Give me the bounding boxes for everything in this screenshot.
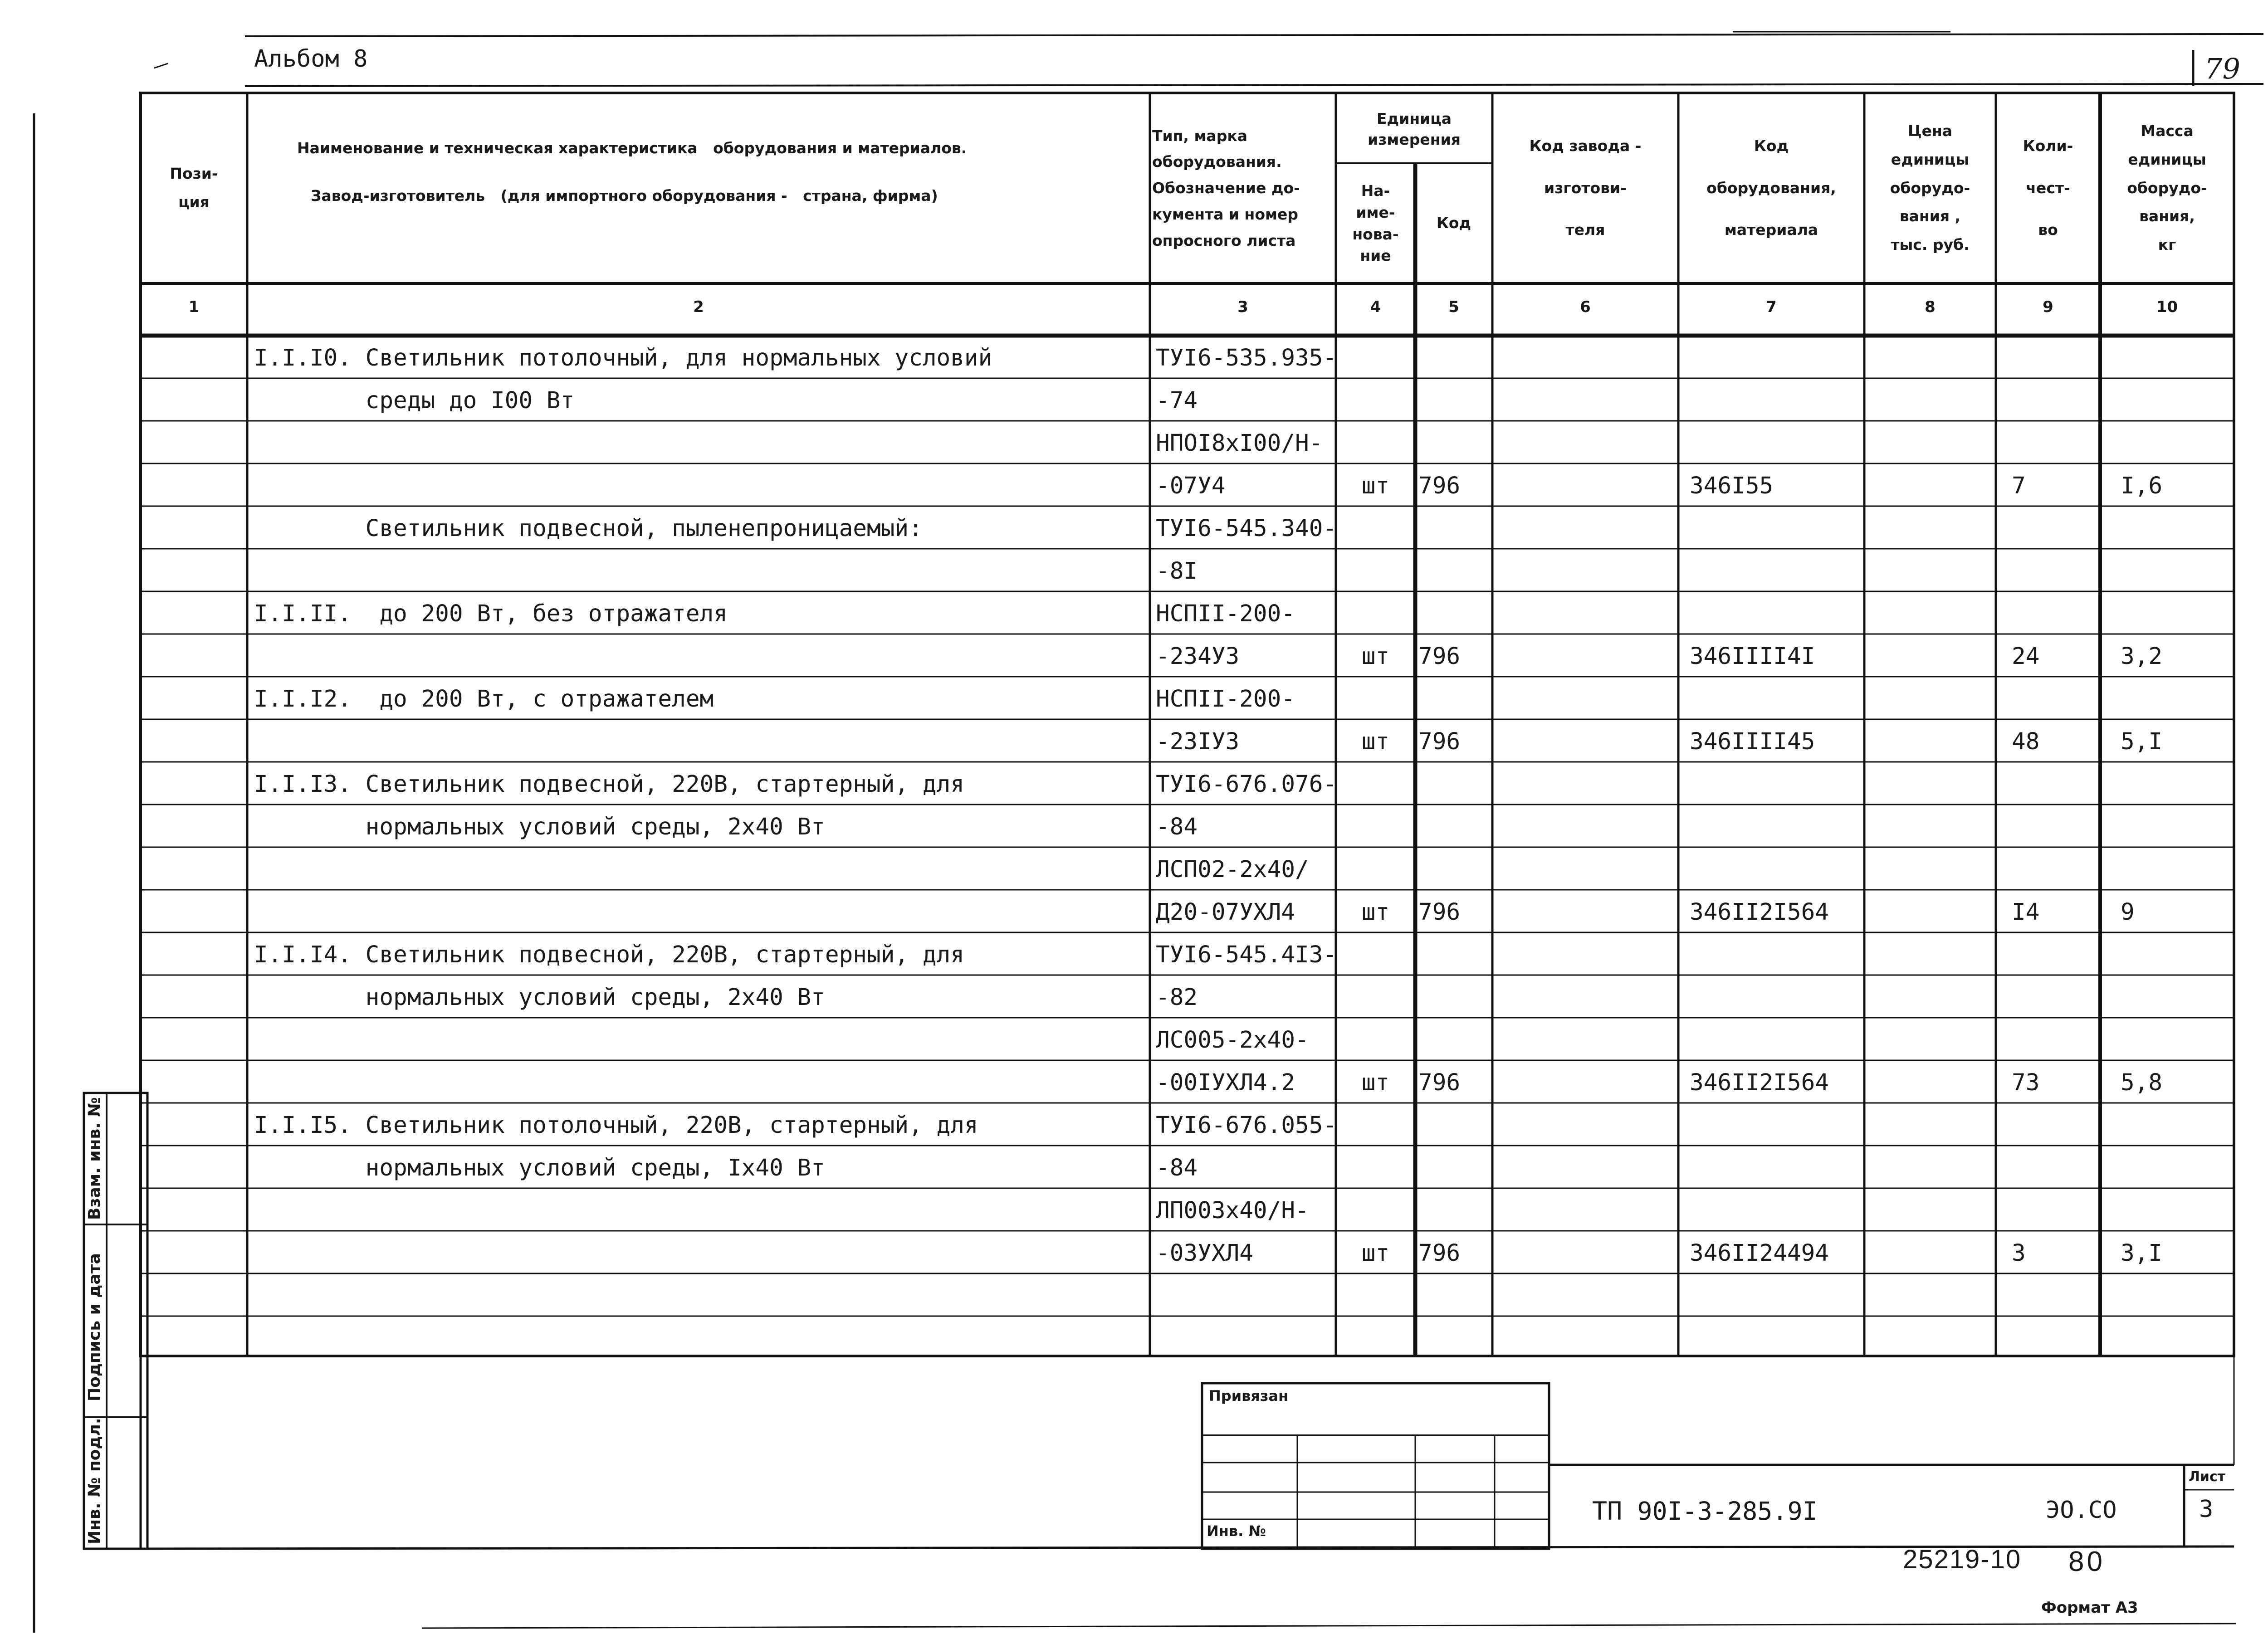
row-cell-c7: 346IIII45: [1690, 728, 1815, 755]
side-stamp-original-inv: Инв. № подл.: [85, 1418, 104, 1544]
row-cell-c10: 3,I: [2121, 1240, 2163, 1267]
column-number: 7: [1766, 298, 1777, 316]
row-cell-c3: -84: [1156, 1155, 1198, 1181]
header-mass: Масса единицы оборудо- вания, кг: [2127, 122, 2207, 254]
row-cell-c2: нормальных условий среды, Ix40 Вт: [254, 1155, 825, 1181]
header-name-line2: Завод-изготовитель (для импортного оборудования - страна, фирма): [311, 187, 938, 205]
row-cell-c3: ТУI6-545.4I3-: [1156, 941, 1337, 968]
row-cell-c10: 5,I: [2121, 728, 2163, 755]
row-cell-c4: шт: [1361, 1069, 1390, 1096]
row-cell-c10: 9: [2121, 899, 2135, 926]
header-unit-group: Единица измерения: [1368, 109, 1461, 148]
row-cell-c2: нормальных условий среды, 2x40 Вт: [254, 984, 825, 1011]
row-cell-c5: 796: [1418, 1069, 1461, 1096]
row-cell-c3: ЛСП02-2x40/: [1156, 856, 1309, 883]
row-cell-c10: I,6: [2121, 473, 2163, 499]
sheet-number: 3: [2199, 1496, 2214, 1523]
row-cell-c2: среды до I00 Вт: [254, 387, 575, 414]
header-name-line1: Наименование и техническая характеристика оборудования и материалов.: [297, 139, 967, 157]
row-cell-c2: I.I.II. до 200 Вт, без отражателя: [254, 600, 728, 627]
document-code: ТП 90I-3-285.9I: [1592, 1497, 1818, 1526]
row-cell-c3: НПОI8xI00/Н-: [1156, 430, 1323, 457]
row-cell-c2: I.I.I2. до 200 Вт, с отражателем: [254, 686, 714, 712]
inventory-number-label: Инв. №: [1207, 1522, 1266, 1540]
row-cell-c5: 796: [1418, 643, 1461, 670]
row-cell-c3: ТУI6-535.935-: [1156, 345, 1337, 371]
row-cell-c2: нормальных условий среды, 2x40 Вт: [254, 814, 825, 840]
row-cell-c4: шт: [1361, 473, 1390, 499]
header-plant-code: Код завода - изготови- теля: [1529, 137, 1642, 239]
side-stamp-replacement-inv: Взам. инв. №: [85, 1097, 104, 1220]
column-number: 9: [2043, 298, 2053, 316]
row-cell-c3: НСПII-200-: [1156, 686, 1295, 712]
row-cell-c4: шт: [1361, 643, 1390, 670]
row-cell-c5: 796: [1418, 899, 1461, 926]
row-cell-c5: 796: [1418, 1240, 1461, 1267]
row-cell-c3: -23IУ3: [1156, 728, 1240, 755]
row-cell-c7: 346IIII4I: [1690, 643, 1815, 670]
row-cell-c3: -07У4: [1156, 473, 1226, 499]
bound-to-label: Привязан: [1209, 1387, 1289, 1405]
row-cell-c3: ТУI6-676.076-: [1156, 771, 1337, 798]
row-cell-c2: I.I.I4. Светильник подвесной, 220В, стартерный, для: [254, 941, 964, 968]
row-cell-c3: -8I: [1156, 558, 1198, 585]
row-cell-c4: шт: [1361, 728, 1390, 755]
side-stamp-signature-date: Подпись и дата: [85, 1253, 104, 1401]
row-cell-c2: I.I.I0. Светильник потолочный, для нормальных условий: [254, 345, 992, 371]
row-cell-c7: 346II24494: [1690, 1240, 1829, 1267]
column-number: 1: [188, 298, 200, 316]
row-cell-c9: 48: [2012, 728, 2040, 755]
row-cell-c3: ЛС005-2x40-: [1156, 1027, 1309, 1054]
row-cell-c2: Светильник подвесной, пыленепроницаемый:: [254, 515, 923, 542]
column-number: 2: [693, 298, 704, 316]
header-quantity: Коли- чест- во: [2023, 137, 2073, 239]
archive-page: 80: [2068, 1546, 2105, 1577]
row-cell-c3: ТУI6-676.055-: [1156, 1112, 1337, 1139]
column-number: 8: [1925, 298, 1936, 316]
row-cell-c3: ТУI6-545.340-: [1156, 515, 1337, 542]
row-cell-c3: -74: [1156, 387, 1198, 414]
row-cell-c9: 3: [2012, 1240, 2026, 1267]
row-cell-c7: 346II2I564: [1690, 899, 1829, 926]
archive-number: 25219-10: [1903, 1545, 2022, 1574]
section-code: ЭО.СО: [2046, 1497, 2117, 1524]
column-number: 3: [1237, 298, 1248, 316]
row-cell-c3: -82: [1156, 984, 1198, 1011]
row-cell-c3: -00IУХЛ4.2: [1156, 1069, 1295, 1096]
column-number: 4: [1370, 298, 1381, 316]
row-cell-c7: 346I55: [1690, 473, 1774, 499]
row-cell-c2: I.I.I5. Светильник потолочный, 220В, стартерный, для: [254, 1112, 978, 1139]
row-cell-c9: I4: [2012, 899, 2040, 926]
row-cell-c9: 73: [2012, 1069, 2040, 1096]
row-cell-c3: -234У3: [1156, 643, 1240, 670]
column-number: 5: [1448, 298, 1459, 316]
header-position: Пози- ция: [170, 165, 218, 211]
row-cell-c9: 24: [2012, 643, 2040, 670]
row-cell-c4: шт: [1361, 1240, 1390, 1267]
header-unit-name: На- име- нова- ние: [1352, 181, 1399, 265]
row-cell-c7: 346II2I564: [1690, 1069, 1829, 1096]
header-type: Тип, марка оборудования. Обозначение до- кумента и номер опросного листа: [1152, 127, 1300, 249]
row-cell-c4: шт: [1361, 899, 1390, 926]
row-cell-c3: -84: [1156, 814, 1198, 840]
header-equipment-code: Код оборудования, материала: [1706, 137, 1836, 239]
row-cell-c5: 796: [1418, 728, 1461, 755]
album-label: Альбом 8: [254, 45, 368, 73]
column-number: 6: [1580, 298, 1591, 316]
header-unit-code: Код: [1436, 214, 1471, 232]
row-cell-c3: ЛП003x40/Н-: [1156, 1197, 1309, 1224]
row-cell-c2: I.I.I3. Светильник подвесной, 220В, стартерный, для: [254, 771, 964, 798]
row-cell-c3: НСПII-200-: [1156, 600, 1295, 627]
sheet-label: Лист: [2189, 1469, 2226, 1485]
page-number: 79: [2204, 52, 2240, 85]
format-label: Формат А3: [2041, 1599, 2138, 1617]
row-cell-c3: Д20-07УХЛ4: [1156, 899, 1295, 926]
row-cell-c10: 3,2: [2121, 643, 2163, 670]
row-cell-c10: 5,8: [2121, 1069, 2163, 1096]
header-price: Цена единицы оборудо- вания , тыс. руб.: [1890, 122, 1970, 254]
column-number: 10: [2156, 298, 2178, 316]
row-cell-c3: -03УХЛ4: [1156, 1240, 1253, 1267]
row-cell-c9: 7: [2012, 473, 2026, 499]
row-cell-c5: 796: [1418, 473, 1461, 499]
